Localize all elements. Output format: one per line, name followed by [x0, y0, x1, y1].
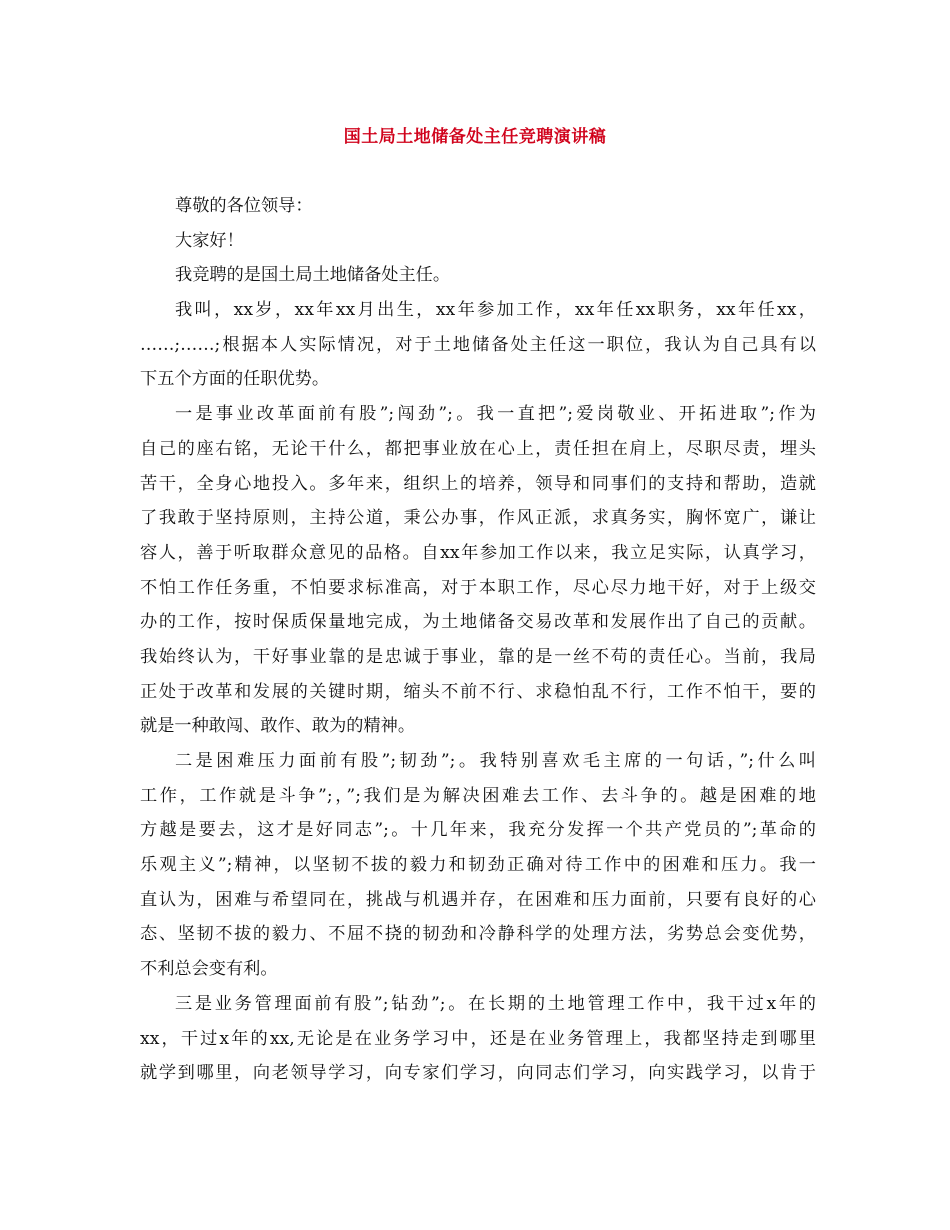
text-line: 就学到哪里，向老领导学习，向专家们学习，向同志们学习，向实践学习，以肯于 [140, 1063, 816, 1084]
text-line: 二是困难压力面前有股”;韧劲”;。我特别喜欢毛主席的一句话，”;什么叫 [175, 751, 816, 771]
text-line: 就是一种敢闯、敢作、敢为的精神。 [140, 716, 416, 737]
text-line: 容人，善于听取群众意见的品格。自xx年参加工作以来，我立足实际，认真学习， [140, 542, 816, 563]
text-line: 了我敢于坚持原则，主持公道，秉公办事，作风正派，求真务实，胸怀宽广，谦让 [140, 508, 816, 529]
text-line: 自己的座右铭，无论干什么，都把事业放在心上，责任担在肩上，尽职尽责，埋头 [140, 438, 816, 459]
text-line: 我竞聘的是国土局土地储备处主任。 [175, 265, 451, 286]
text-line: 态、坚韧不拔的毅力、不屈不挠的韧劲和冷静科学的处理方法，劣势总会变优势， [140, 924, 816, 945]
text-line: 工作，工作就是斗争”;，”;我们是为解决困难去工作、去斗争的。越是困难的地 [140, 785, 816, 806]
document-body [140, 189, 816, 1091]
text-line: 我始终认为，干好事业靠的是忠诚于事业，靠的是一丝不苟的责任心。当前，我局 [140, 646, 816, 667]
text-line: 办的工作，按时保质保量地完成，为土地储备交易改革和发展作出了自己的贡献。 [140, 612, 816, 633]
text-line: 方越是要去，这才是好同志”;。十几年来，我充分发挥一个共产党员的”;革命的 [140, 820, 816, 841]
text-line: xx，干过x年的xx,无论是在业务学习中，还是在业务管理上，我都坚持走到哪里 [140, 1028, 816, 1049]
text-line: 不利总会变有利。 [140, 959, 278, 980]
text-line: 乐观主义”;精神，以坚韧不拔的毅力和韧劲正确对待工作中的困难和压力。我一 [140, 855, 816, 876]
text-line: 苦干，全身心地投入。多年来，组织上的培养，领导和同事们的支持和帮助，造就 [140, 473, 816, 494]
text-line: 一是事业改革面前有股”;闯劲”;。我一直把”;爱岗敬业、开拓进取”;作为 [175, 404, 817, 425]
text-line: 不怕工作任务重，不怕要求标准高，对于本职工作，尽心尽力地干好，对于上级交 [140, 577, 816, 598]
document-title: 国土局土地储备处主任竞聘演讲稿 [343, 127, 607, 147]
text-line: 大家好！ [175, 230, 244, 251]
text-line: 下五个方面的任职优势。 [140, 369, 330, 390]
text-line: 正处于改革和发展的关键时期，缩头不前不行、求稳怕乱不行，工作不怕干，要的 [140, 681, 816, 702]
text-line: 三是业务管理面前有股”;钻劲”;。在长期的土地管理工作中，我干过x年的 [175, 993, 816, 1014]
text-line: 我叫，xx岁，xx年xx月出生，xx年参加工作，xx年任xx职务，xx年任xx， [175, 300, 816, 321]
text-line: ……;……;根据本人实际情况，对于土地储备处主任这一职位，我认为自己具有以 [140, 334, 816, 355]
text-line: 直认为，困难与希望同在，挑战与机遇并存，在困难和压力面前，只要有良好的心 [140, 889, 816, 910]
text-line: 尊敬的各位领导： [175, 196, 313, 216]
